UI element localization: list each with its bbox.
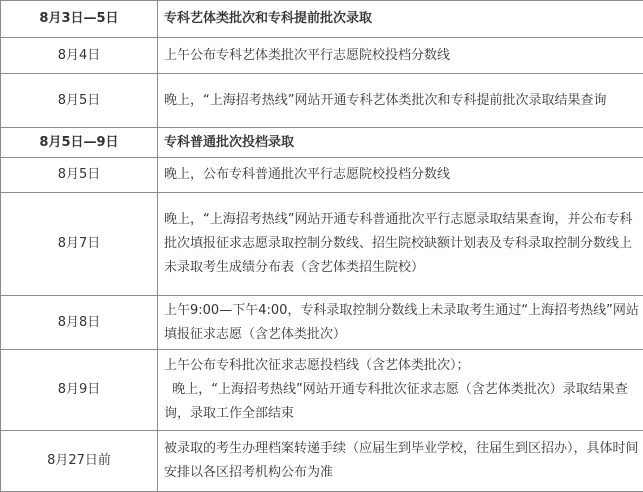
table-row	[1, 296, 643, 350]
table-row	[1, 74, 643, 128]
date-cell: 8月5日	[1, 158, 158, 193]
date-cell: 8月9日	[1, 350, 158, 431]
description-cell: 上午9:00—下午4:00，专科录取控制分数线上未录取考生通过“上海招考热线”网站填报征求志愿（含艺体类批次）	[158, 296, 643, 350]
date-cell: 8月5日—9日	[1, 128, 158, 158]
date-cell: 8月27日前	[1, 431, 158, 492]
table-row	[1, 193, 643, 296]
table-row	[1, 350, 643, 431]
description-cell: 被录取的考生办理档案转递手续（应届生到毕业学校，往届生到区招办），具体时间安排以各区招考机构公布为准	[158, 431, 643, 492]
table-row	[1, 431, 643, 492]
description-cell: 上午公布专科批次征求志愿投档线（含艺体类批次）； 晚上，“上海招考热线”网站开通专科批次征求志愿（含艺体类批次）录取结果查询，录取工作全部结束	[158, 350, 643, 431]
date-cell: 8月4日	[1, 38, 158, 74]
section-row	[1, 1, 643, 38]
table-row	[1, 158, 643, 193]
description-cell: 上午公布专科艺体类批次平行志愿院校投档分数线	[158, 38, 643, 74]
description-cell: 晚上，公布专科普通批次平行志愿院校投档分数线	[158, 158, 643, 193]
date-cell: 8月5日	[1, 74, 158, 128]
table-row	[1, 38, 643, 74]
date-cell: 8月3日—5日	[1, 1, 158, 38]
section-title: 专科普通批次投档录取	[158, 128, 643, 158]
date-cell: 8月8日	[1, 296, 158, 350]
section-title: 专科艺体类批次和专科提前批次录取	[158, 1, 643, 38]
section-row	[1, 128, 643, 158]
description-cell: 晚上，“上海招考热线”网站开通专科普通批次平行志愿录取结果查询，并公布专科批次填报征求志愿录取控制分数线、招生院校缺额计划表及专科录取控制分数线上未录取考生成绩分布表（含艺体类招生院校）	[158, 193, 643, 296]
date-cell: 8月7日	[1, 193, 158, 296]
description-cell: 晚上，“上海招考热线”网站开通专科艺体类批次和专科提前批次录取结果查询	[158, 74, 643, 128]
